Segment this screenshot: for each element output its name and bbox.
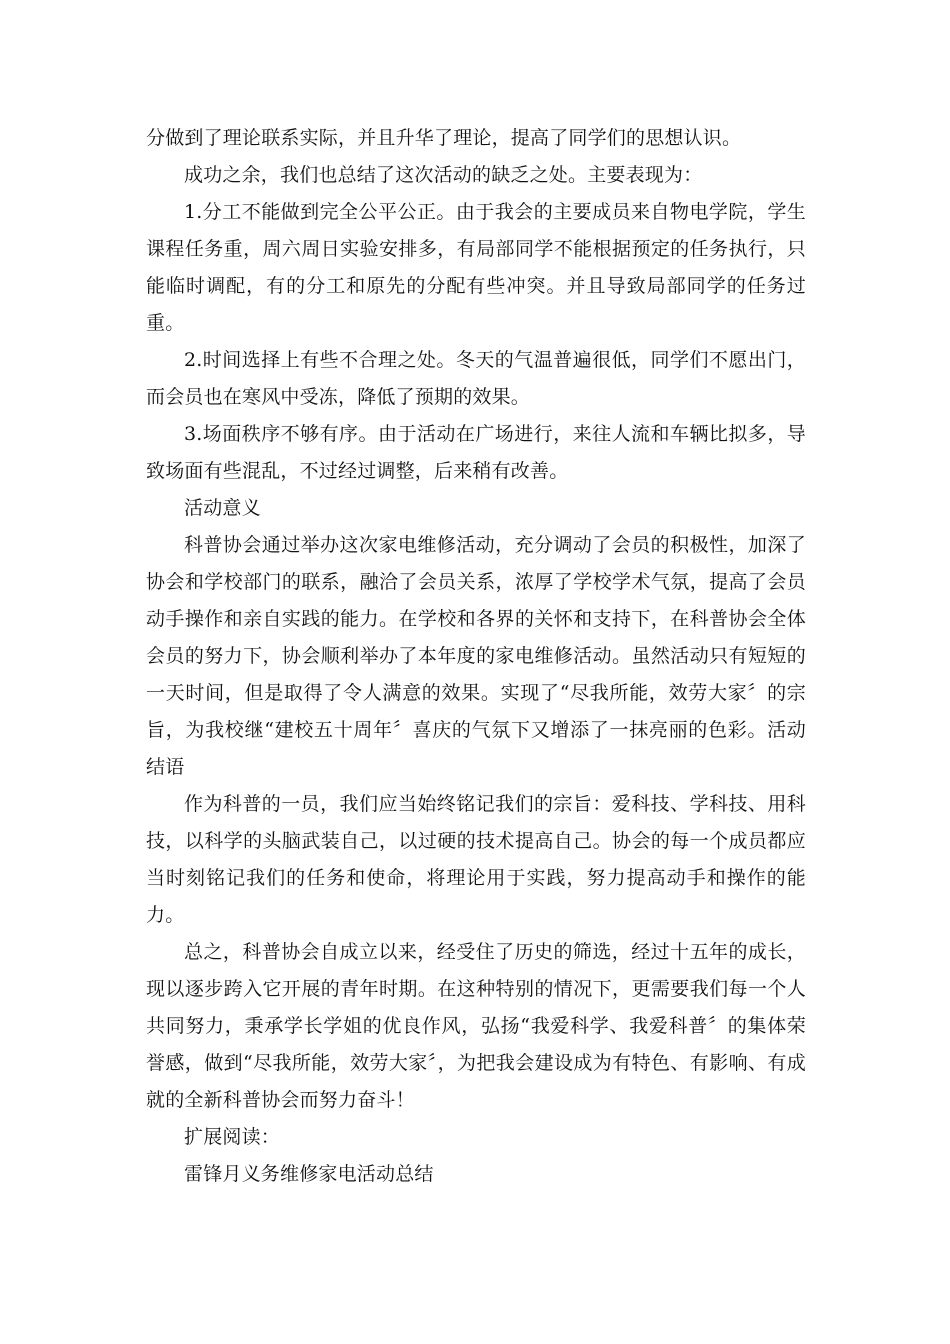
paragraph-continuation: 分做到了理论联系实际，并且升华了理论，提高了同学们的思想认识。 [146, 127, 742, 149]
paragraph-conclusion-2: 总之，科普协会自成立以来，经受住了历史的筛选，经过十五年的成长，现以逐步跨入它开展的青年时期。在这种特别的情况下，更需要我们每一个人共同努力，秉承学长学姐的优良作风，弘扬“我爱科学、我爱科普〞的集体荣誉感，做到“尽我所能，效劳大家〞，为把我会建设成为有特色、有影响、有成就的全新科普协会而努力奋斗！ [146, 941, 806, 1111]
document-body [146, 120, 806, 1193]
extended-reading-title: 雷锋月义务维修家电活动总结 [184, 1163, 434, 1185]
paragraph-shortcoming-2: 2.时间选择上有些不合理之处。冬天的气温普遍很低，同学们不愿出门，而会员也在寒风中受冻，降低了预期的效果。 [146, 349, 806, 408]
paragraph-shortcoming-3: 3.场面秩序不够有序。由于活动在广场进行，来往人流和车辆比拟多，导致场面有些混乱，不过经过调整，后来稍有改善。 [146, 423, 806, 482]
paragraph-shortcoming-1: 1.分工不能做到完全公平公正。由于我会的主要成员来自物电学院，学生课程任务重，周六周日实验安排多，有局部同学不能根据预定的任务执行，只能临时调配，有的分工和原先的分配有些冲突。并且导致局部同学的任务过重。 [146, 201, 806, 334]
paragraph-shortcomings-intro: 成功之余，我们也总结了这次活动的缺乏之处。主要表现为： [184, 164, 703, 186]
section-heading-significance: 活动意义 [184, 497, 261, 519]
extended-reading-label: 扩展阅读： [184, 1126, 281, 1148]
paragraph-conclusion-1: 作为科普的一员，我们应当始终铭记我们的宗旨：爱科技、学科技、用科技，以科学的头脑武装自己，以过硬的技术提高自己。协会的每一个成员都应当时刻铭记我们的任务和使命，将理论用于实践，努力提高动手和操作的能力。 [146, 793, 806, 926]
paragraph-significance: 科普协会通过举办这次家电维修活动，充分调动了会员的积极性，加深了协会和学校部门的联系，融洽了会员关系，浓厚了学校学术气氛，提高了会员动手操作和亲自实践的能力。在学校和各界的关怀和支持下，在科普协会全体会员的努力下，协会顺利举办了本年度的家电维修活动。虽然活动只有短短的一天时间，但是取得了令人满意的效果。实现了“尽我所能，效劳大家〞的宗旨，为我校继“建校五十周年〞喜庆的气氛下又增添了一抹亮丽的色彩。活动结语 [146, 534, 806, 778]
